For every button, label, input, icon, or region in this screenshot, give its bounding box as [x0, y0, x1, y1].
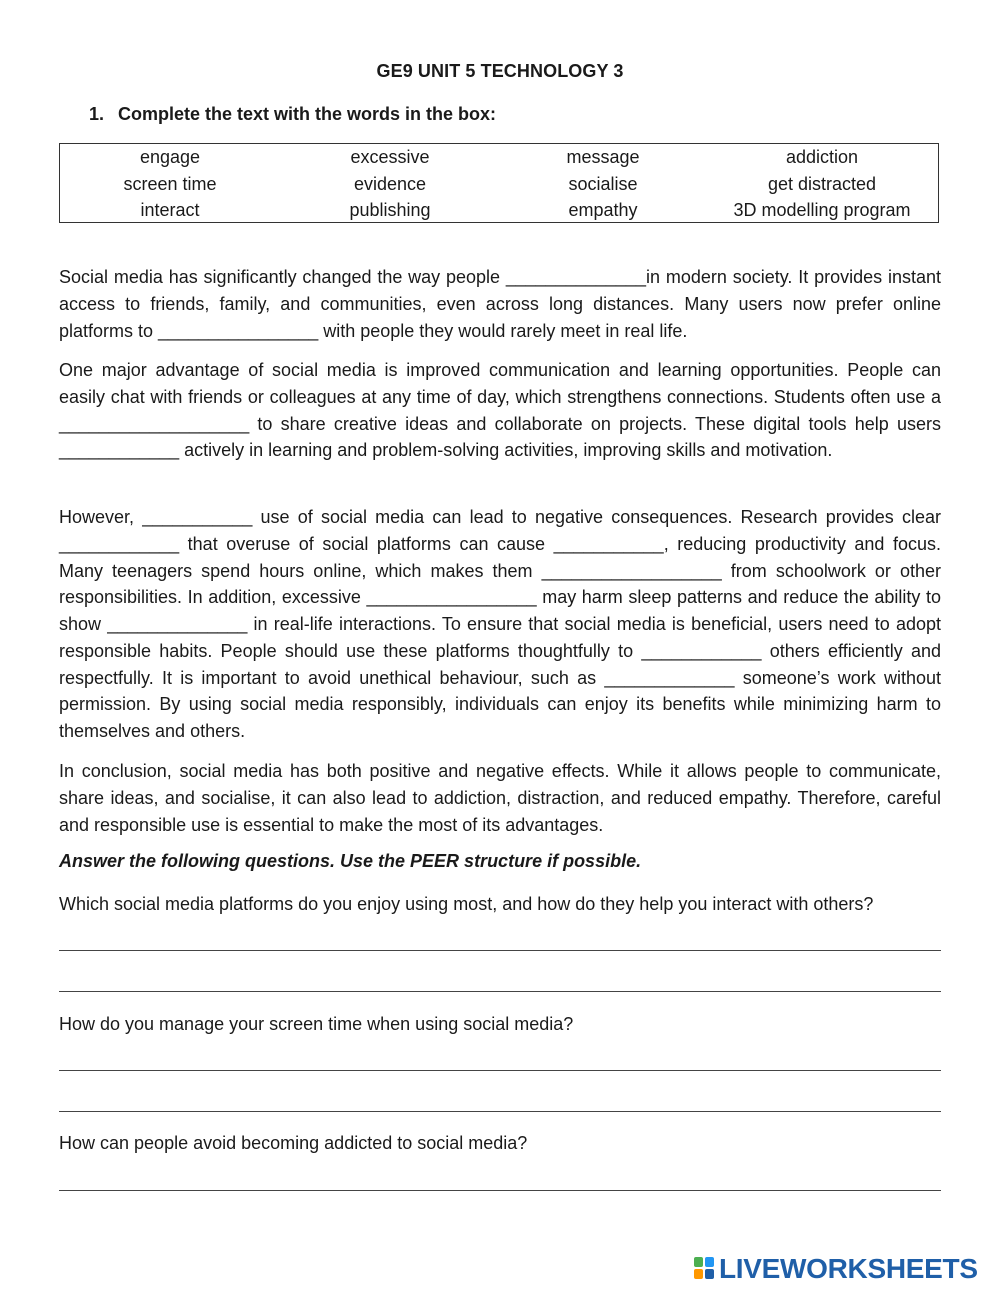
- gap-blank-10[interactable]: ______________: [107, 614, 248, 634]
- passage-text: However,: [59, 507, 143, 527]
- gap-blank-5[interactable]: ___________: [142, 507, 253, 527]
- gap-blank-8[interactable]: __________________: [541, 560, 722, 581]
- passage-text: Social media has significantly changed the way people: [59, 267, 506, 287]
- passage-paragraph-1: [59, 264, 941, 344]
- word-box-word: message: [566, 147, 640, 167]
- gap-blank-1[interactable]: ______________: [505, 267, 647, 287]
- gap-blank-3[interactable]: ___________________: [59, 413, 250, 434]
- liveworksheets-logo-icon: [694, 1257, 716, 1281]
- word-box-word: socialise: [568, 173, 638, 194]
- answer-line[interactable]: [59, 950, 941, 951]
- passage-paragraph-4: In conclusion, social media has both positive and negative effects. While it allows people to communicate, share ideas, and socialise, it can also lead to addiction, distraction, and reduced empathy. Therefore, careful and responsible use is essential to make the most of its advantages.: [59, 761, 941, 835]
- passage-text: , reducing productivity and focus. Many teenagers spend hours online, which makes them: [59, 533, 941, 581]
- gap-blank-4[interactable]: ____________: [59, 440, 180, 461]
- passage-paragraph-2: [59, 357, 941, 464]
- question-1: Which social media platforms do you enjoy using most, and how do they help you interact with others?: [59, 894, 874, 914]
- word-box-word: evidence: [353, 173, 427, 194]
- word-box-word: empathy: [568, 200, 638, 221]
- word-box-word: screen time: [123, 173, 217, 194]
- passage-text: in modern society. It provides instant access to friends, family, and communities, even across long distances. Many users now prefer online platforms to: [59, 267, 941, 341]
- question-3: How can people avoid becoming addicted to social media?: [59, 1133, 528, 1153]
- passage-text: with people they would rarely meet in real life.: [318, 320, 688, 341]
- gap-blank-6[interactable]: ____________: [59, 533, 180, 554]
- page-title: GE9 UNIT 5 TECHNOLOGY 3: [376, 61, 624, 81]
- gap-blank-2[interactable]: ________________: [158, 320, 319, 341]
- gap-blank-12[interactable]: _____________: [604, 667, 735, 688]
- word-box-word: publishing: [349, 200, 431, 221]
- answer-line[interactable]: [59, 991, 941, 992]
- passage-text: use of social media can lead to negative consequences. Research provides clear: [252, 507, 941, 527]
- passage-text: to share creative ideas and collaborate on projects. These digital tools help users: [249, 413, 941, 434]
- passage-text: others efficiently and respectfully. It is important to avoid unethical behaviour, such as: [59, 640, 942, 688]
- passage-paragraph-3: [59, 504, 941, 745]
- exercise-instruction: Complete the text with the words in the box:: [118, 104, 497, 124]
- liveworksheets-logo-text: LIVEWORKSHEETS: [719, 1253, 978, 1284]
- exercise-number: 1.: [89, 104, 105, 124]
- question-2: How do you manage your screen time when using social media?: [59, 1014, 574, 1034]
- gap-blank-7[interactable]: ___________: [553, 533, 664, 554]
- passage-text: in real-life interactions. To ensure that social media is beneficial, users need to adopt responsible habits. People should use these platforms thoughtfully to: [59, 614, 941, 661]
- word-box-word: interact: [140, 200, 200, 221]
- word-box-word: excessive: [350, 147, 430, 167]
- exercise-1-heading: [89, 104, 496, 125]
- word-box-word: 3D modelling program: [733, 200, 911, 221]
- passage-text: that overuse of social platforms can cause: [179, 533, 554, 554]
- word-box-word: addiction: [785, 147, 859, 167]
- word-box-word: engage: [139, 147, 201, 167]
- word-box-word: get distracted: [767, 173, 877, 194]
- gap-blank-9[interactable]: _________________: [366, 587, 537, 608]
- word-box: [59, 143, 939, 223]
- gap-blank-11[interactable]: ____________: [641, 640, 762, 661]
- liveworksheets-logo: [694, 1254, 978, 1284]
- passage-text: actively in learning and problem-solving activities, improving skills and motivation.: [179, 440, 833, 461]
- passage-text: One major advantage of social media is improved communication and learning opportunities. People can easily chat with friends or colleagues at any time of day, which strengthens connections. Students often use a: [59, 360, 941, 407]
- answer-line[interactable]: [59, 1190, 941, 1191]
- passage-text: someone’s work without permission. By using social media responsibly, individuals can enjoy its benefits while minimizing harm to themselves and others.: [59, 667, 941, 741]
- questions-instruction: Answer the following questions. Use the PEER structure if possible.: [59, 851, 642, 871]
- passage-text: may harm sleep patterns and reduce the ability to show: [59, 587, 942, 634]
- answer-line[interactable]: [59, 1111, 941, 1112]
- answer-line[interactable]: [59, 1070, 941, 1071]
- passage-text: from schoolwork or other responsibilities. In addition, excessive: [59, 560, 941, 608]
